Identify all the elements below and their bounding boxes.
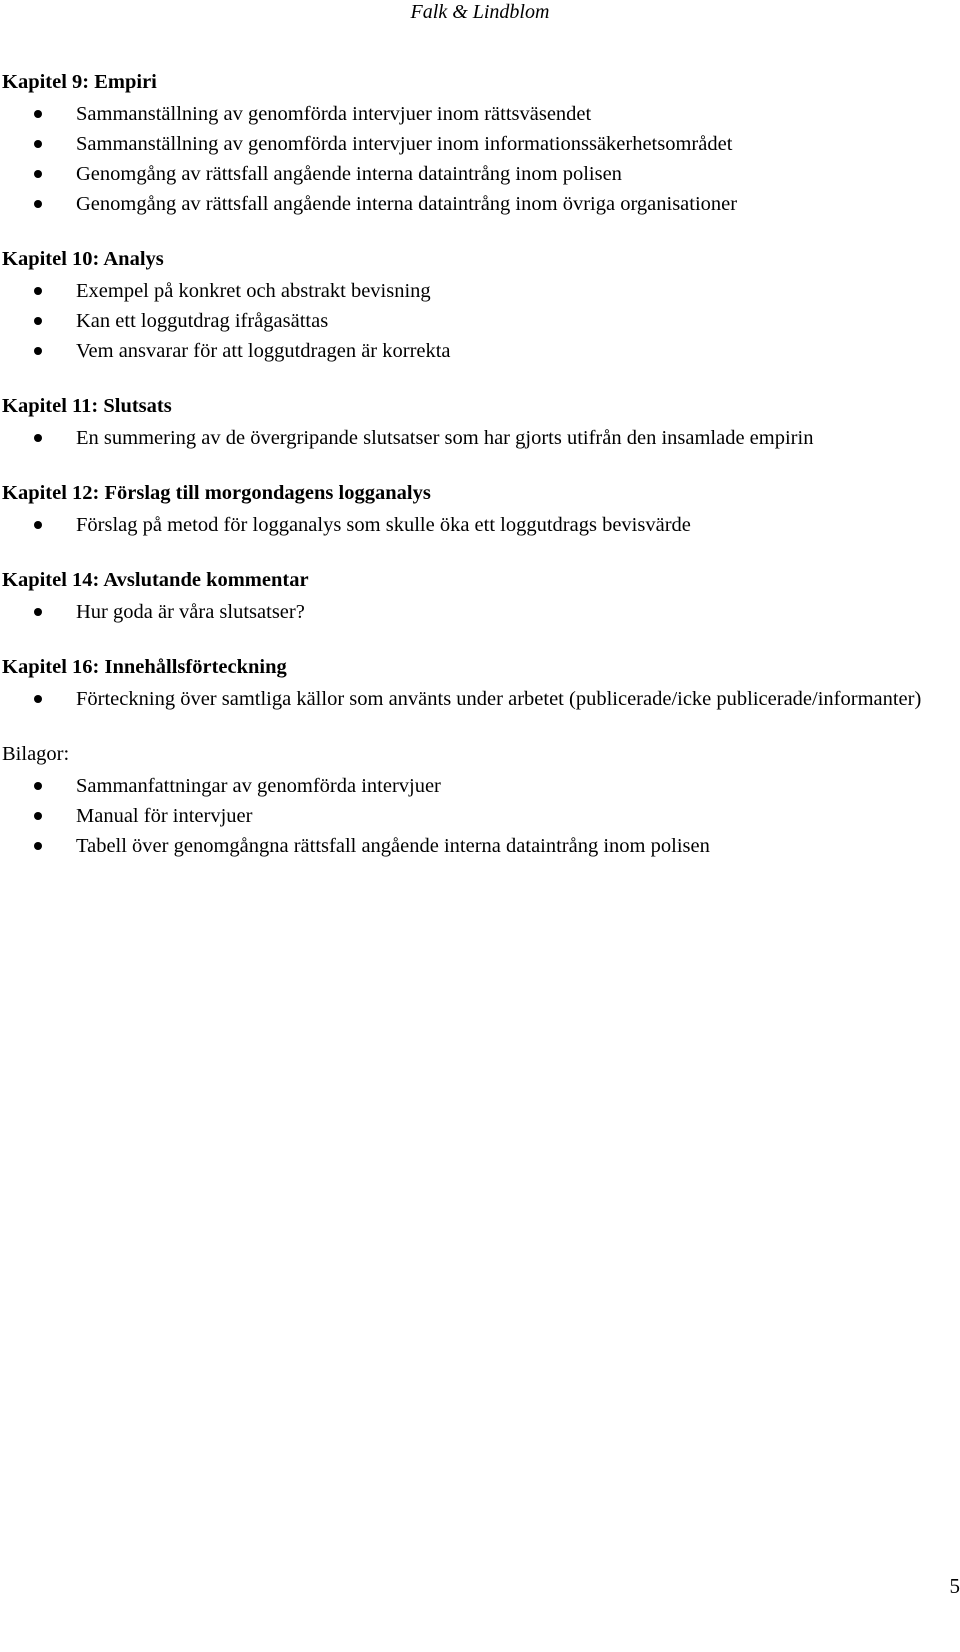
list-item: Hur goda är våra slutsatser?	[0, 597, 960, 627]
section-kapitel-16	[0, 653, 960, 714]
bullet-icon	[34, 347, 42, 355]
section-heading: Kapitel 16: Innehållsförteckning	[2, 656, 287, 678]
section-kapitel-10	[0, 245, 960, 366]
bullet-icon	[34, 608, 42, 616]
bullet-icon	[34, 842, 42, 850]
bullet-icon	[34, 110, 42, 118]
bullet-icon	[34, 434, 42, 442]
section-heading: Kapitel 11: Slutsats	[2, 395, 172, 417]
section-heading: Kapitel 12: Förslag till morgondagens logganalys	[2, 482, 431, 504]
bullet-icon	[34, 287, 42, 295]
section-bilagor	[0, 740, 960, 861]
list-item: Kan ett loggutdrag ifrågasättas	[0, 306, 960, 336]
bullet-list	[0, 276, 960, 366]
bullet-icon	[34, 521, 42, 529]
list-item: Förteckning över samtliga källor som använts under arbetet (publicerade/icke publicerade/informanter)	[0, 684, 960, 714]
list-item: Manual för intervjuer	[0, 801, 960, 831]
bullet-list	[0, 99, 960, 219]
bullet-list	[0, 510, 960, 540]
bullet-list	[0, 684, 960, 714]
list-item: Genomgång av rättsfall angående interna dataintrång inom övriga organisationer	[0, 189, 960, 219]
bullet-icon	[34, 812, 42, 820]
section-kapitel-11	[0, 392, 960, 453]
bullet-icon	[34, 782, 42, 790]
appendix-heading: Bilagor:	[2, 743, 70, 765]
section-heading: Kapitel 9: Empiri	[2, 71, 157, 93]
list-item: Förslag på metod för logganalys som skulle öka ett loggutdrags bevisvärde	[0, 510, 960, 540]
running-head: Falk & Lindblom	[410, 1, 550, 23]
bullet-icon	[34, 140, 42, 148]
page-number: 5	[949, 1574, 960, 1598]
list-item: Exempel på konkret och abstrakt bevisning	[0, 276, 960, 306]
list-item: Tabell över genomgångna rättsfall angående interna dataintrång inom polisen	[0, 831, 960, 861]
bullet-list	[0, 771, 960, 861]
bullet-list	[0, 597, 960, 627]
bullet-list	[0, 423, 960, 453]
section-heading: Kapitel 10: Analys	[2, 248, 164, 270]
section-heading: Kapitel 14: Avslutande kommentar	[2, 569, 309, 591]
document-body	[0, 68, 960, 861]
bullet-icon	[34, 200, 42, 208]
list-item: Sammanställning av genomförda intervjuer inom informationssäkerhetsområdet	[0, 129, 960, 159]
list-item: Vem ansvarar för att loggutdragen är korrekta	[0, 336, 960, 366]
section-kapitel-12	[0, 479, 960, 540]
bullet-icon	[34, 695, 42, 703]
list-item: Sammanfattningar av genomförda intervjuer	[0, 771, 960, 801]
section-kapitel-14	[0, 566, 960, 627]
list-item: En summering av de övergripande slutsatser som har gjorts utifrån den insamlade empirin	[0, 423, 960, 453]
bullet-icon	[34, 317, 42, 325]
bullet-icon	[34, 170, 42, 178]
list-item: Sammanställning av genomförda intervjuer inom rättsväsendet	[0, 99, 960, 129]
list-item: Genomgång av rättsfall angående interna dataintrång inom polisen	[0, 159, 960, 189]
section-kapitel-9	[0, 68, 960, 219]
